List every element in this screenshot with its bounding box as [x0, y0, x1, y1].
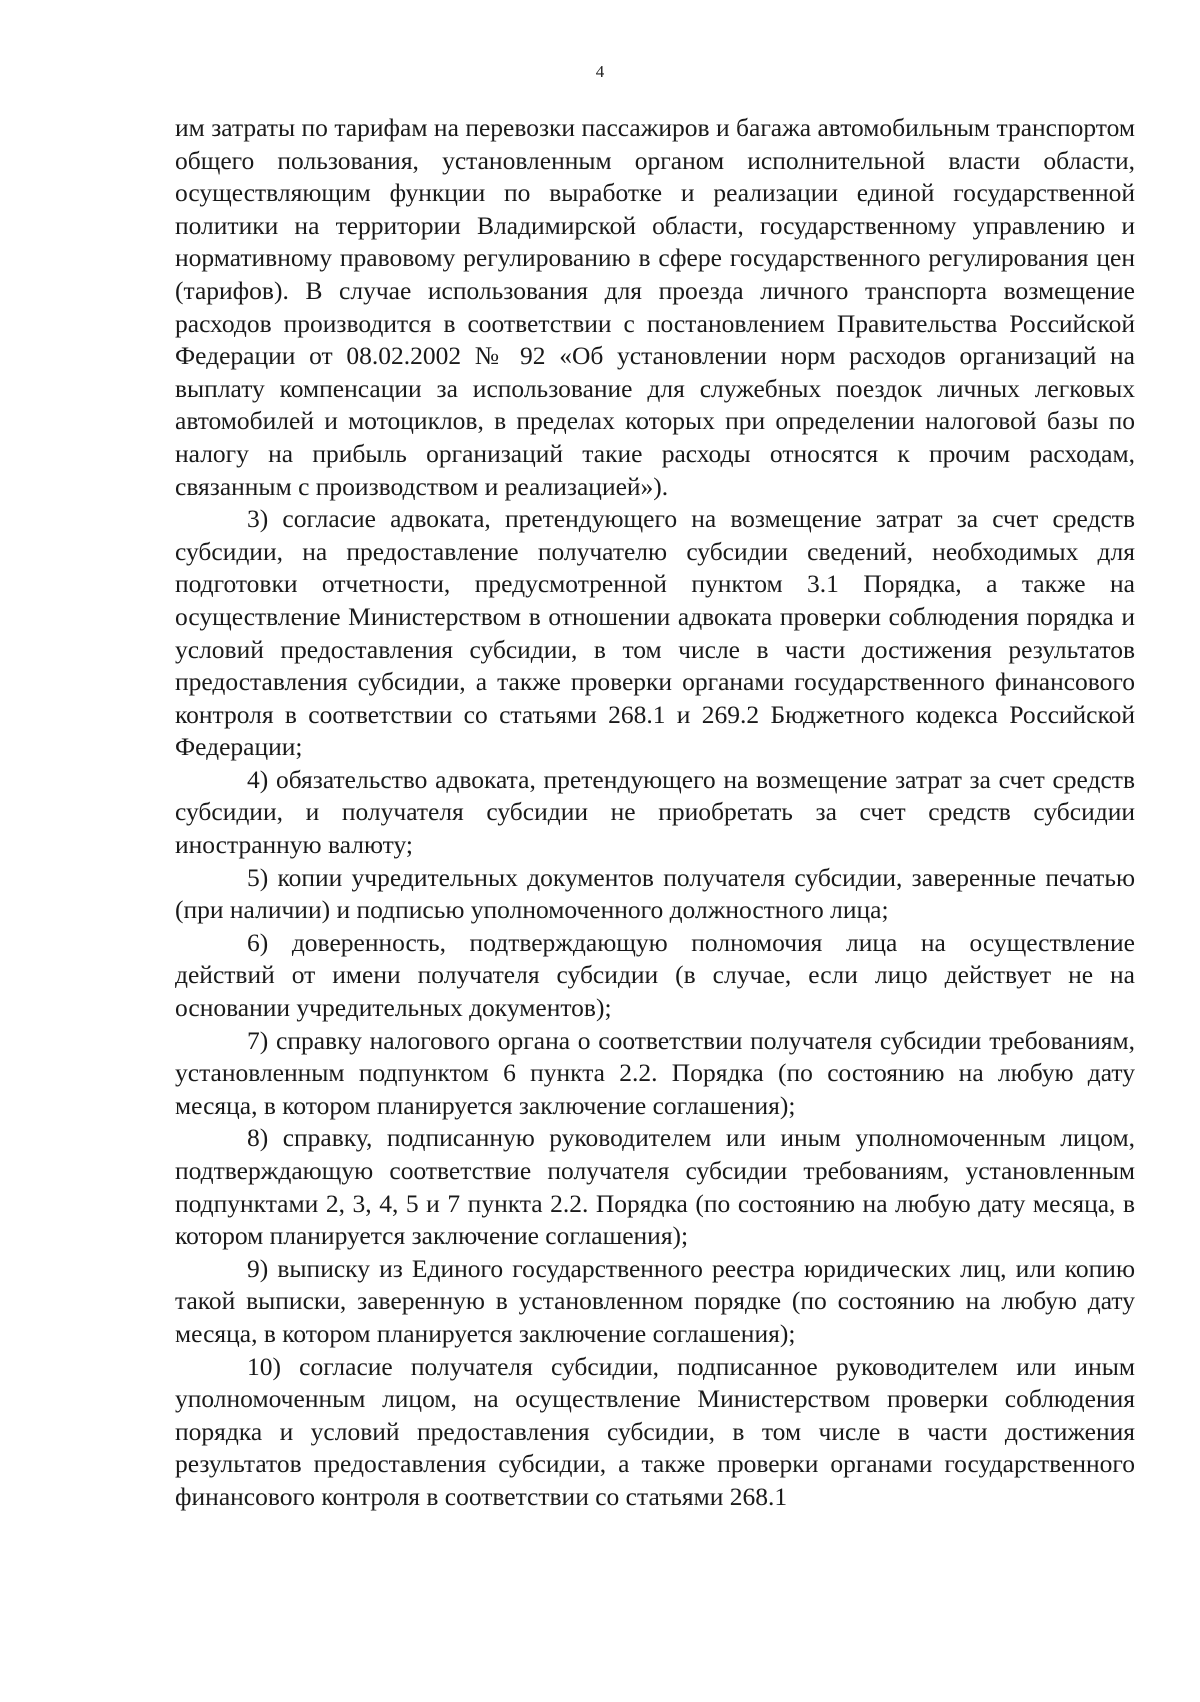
- paragraph-item-4: 4) обязательство адвоката, претендующего на возмещение затрат за счет средств субсидии, и получателя субсидии не приобретать за счет средств субсидии иностранную валюту;: [175, 764, 1135, 860]
- document-body: [175, 112, 1135, 1514]
- paragraph-item-10: 10) согласие получателя субсидии, подписанное руководителем или иным уполномоченным лицом, на осуществление Министерством проверки соблюдения порядка и условий предоставления субсидии, в том числе в части достижения результатов предоставления субсидии, а также проверки органами государственного финансового контроля в соответствии со статьями 268.1: [175, 1351, 1135, 1511]
- paragraph-item-7: 7) справку налогового органа о соответствии получателя субсидии требованиям, установленным подпунктом 6 пункта 2.2. Порядка (по состоянию на любую дату месяца, в котором планируется заключение соглашения);: [175, 1025, 1135, 1120]
- page-number: 4: [595, 62, 605, 81]
- paragraph-item-5: 5) копии учредительных документов получателя субсидии, заверенные печатью (при наличии) и подписью уполномоченного должностного лица;: [175, 862, 1135, 925]
- paragraph-item-3: 3) согласие адвоката, претендующего на возмещение затрат за счет средств субсидии, на предоставление получателю субсидии сведений, необходимых для подготовки отчетности, предусмотренной пунктом 3.1 Порядка, а также на осуществление Министерством в отношении адвоката проверки соблюдения порядка и условий предоставления субсидии, в том числе в части достижения результатов предоставления субсидии, а также проверки органами государственного финансового контроля в соответствии со статьями 268.1 и 269.2 Бюджетного кодекса Российской Федерации;: [175, 504, 1135, 762]
- paragraph-item-6: 6) доверенность, подтверждающую полномочия лица на осуществление действий от имени получателя субсидии (в случае, если лицо действует не на основании учредительных документов);: [175, 927, 1135, 1023]
- paragraph-item-9: 9) выписку из Единого государственного реестра юридических лиц, или копию такой выписки, заверенную в установленном порядке (по состоянию на любую дату месяца, в котором планируется заключение соглашения);: [175, 1253, 1135, 1348]
- paragraph-continuation: им затраты по тарифам на перевозки пассажиров и багажа автомобильным транспортом общего пользования, установленным органом исполнительной власти области, осуществляющим функции по выработке и реализации единой государственной политики на территории Владимирской области, государственному управлению и нормативному правовому регулированию в сфере государственного регулирования цен (тарифов). В случае использования для проезда личного транспорта возмещение расходов производится в соответствии с постановлением Правительства Российской Федерации от 08.02.2002 № 92 «Об установлении норм расходов организаций на выплату компенсации за использование для служебных поездок личных легковых автомобилей и мотоциклов, в пределах которых при определении налоговой базы по налогу на прибыль организаций такие расходы относятся к прочим расходам, связанным с производством и реализацией»).: [175, 113, 1135, 501]
- paragraph-item-8: 8) справку, подписанную руководителем или иным уполномоченным лицом, подтверждающую соответствие получателя субсидии требованиям, установленным подпунктами 2, 3, 4, 5 и 7 пункта 2.2. Порядка (по состоянию на любую дату месяца, в котором планируется заключение соглашения);: [175, 1123, 1135, 1251]
